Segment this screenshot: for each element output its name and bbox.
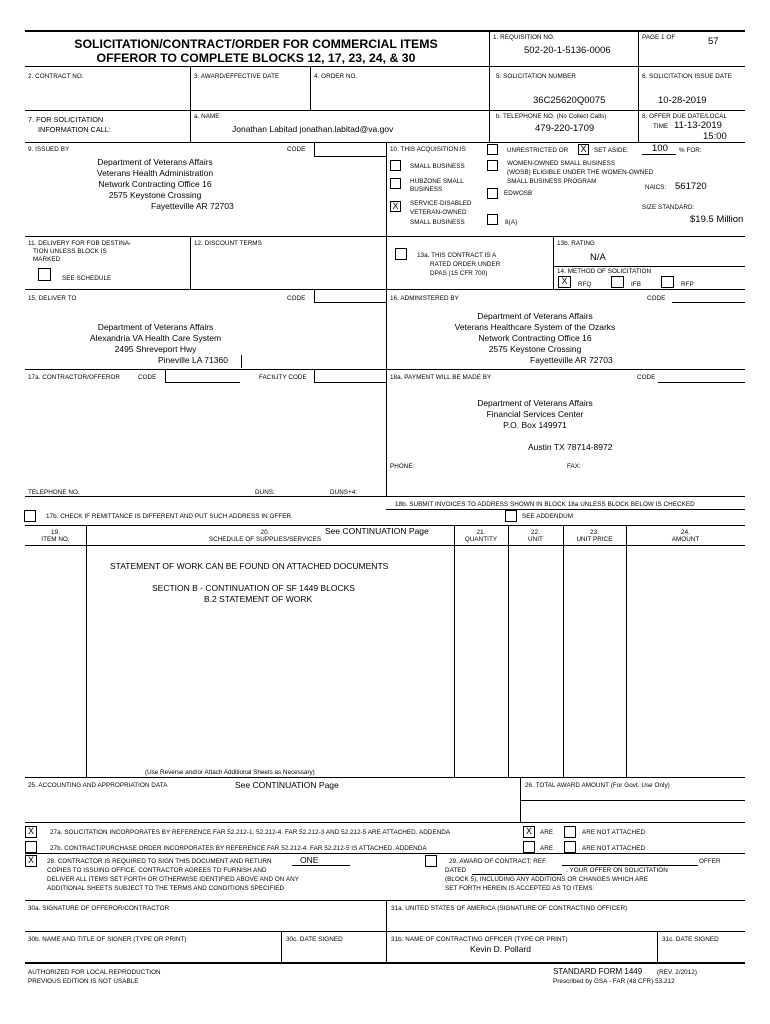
b28-line4: ADDITIONAL SHEETS SUBJECT TO THE TERMS AND CONDITIONS SPECIFIED xyxy=(47,885,285,892)
standard-form-number: STANDARD FORM 1449 xyxy=(553,967,643,976)
b17b-label: 17b. CHECK IF REMITTANCE IS DIFFERENT AND PUT SUCH ADDRESS IN OFFER xyxy=(46,513,292,520)
schedule-see-continuation: See CONTINUATION Page xyxy=(325,526,429,536)
b7b-label: b. TELEPHONE NO. (No Collect Calls) xyxy=(496,113,607,120)
b13a-label-3: DPAS (15 CFR 700) xyxy=(430,270,488,277)
payment-line: P.O. Box 149971 xyxy=(503,420,567,430)
b2-label: 2. CONTRACT NO. xyxy=(28,73,84,80)
b18a-code-label: CODE xyxy=(637,374,656,381)
b28-line2: COPIES TO ISSUING OFFICE. CONTRACTOR AGREES TO FURNISH AND xyxy=(47,867,267,874)
ifb-label: IFB xyxy=(631,281,641,288)
b17a-code-label: CODE xyxy=(138,374,157,381)
fax-label: FAX: xyxy=(567,463,581,470)
b30a-label: 30a. SIGNATURE OF OFFEROR/CONTRACTOR xyxy=(28,905,170,912)
administered-by-address xyxy=(410,311,660,355)
col21-label: QUANTITY xyxy=(464,536,498,543)
b28-line3: DELIVER ALL ITEMS SET FORTH OR OTHERWISE IDENTIFIED ABOVE AND ON ANY xyxy=(47,876,299,883)
size-standard-value[interactable]: $19.5 Million xyxy=(690,214,744,225)
b26-label: 26. TOTAL AWARD AMOUNT (For Govt. Use Only) xyxy=(525,782,670,789)
b29-line4: SET FORTH HEREIN IS ACCEPTED AS TO ITEMS: xyxy=(445,885,595,892)
b30b-label: 30b. NAME AND TITLE OF SIGNER (TYPE OR PRINT) xyxy=(28,936,187,943)
administered-by-line: 2575 Keystone Crossing xyxy=(488,344,582,354)
edwosb-checkbox[interactable] xyxy=(487,188,498,199)
issued-by-city: Fayetteville AR 72703 xyxy=(151,201,234,211)
ifb-checkbox[interactable] xyxy=(611,276,624,288)
pct-for-label: % FOR: xyxy=(679,147,702,154)
col22-num: 22. xyxy=(531,529,540,536)
col19-label: ITEM NO. xyxy=(41,536,70,543)
col23-num: 23. xyxy=(590,529,599,536)
page-total: 57 xyxy=(708,36,719,47)
27b-are-checkbox[interactable] xyxy=(523,841,535,853)
see-addendum-checkbox[interactable] xyxy=(505,510,517,522)
col22-label: UNIT xyxy=(528,536,543,543)
see-schedule-checkbox[interactable] xyxy=(38,268,51,281)
rating-value[interactable]: N/A xyxy=(590,252,606,263)
b6-label: 6. SOLICITATION ISSUE DATE xyxy=(642,73,732,80)
27b-are-label: ARE xyxy=(540,845,554,852)
duns4-label: DUNS+4: xyxy=(330,489,358,496)
set-aside-checkbox[interactable]: X xyxy=(578,144,589,155)
b8-time-label: TIME xyxy=(653,123,669,130)
hubzone-checkbox[interactable] xyxy=(390,178,401,189)
deliver-to-line: 2495 Shreveport Hwy xyxy=(114,344,197,354)
27a-checkbox[interactable]: X xyxy=(25,826,37,838)
form-revision: (REV. 2/2012) xyxy=(657,969,697,976)
b16-code-label: CODE xyxy=(647,295,666,302)
27a-are-not-checkbox[interactable] xyxy=(564,826,576,838)
administered-by-line: Network Contracting Office 16 xyxy=(478,333,592,343)
b15-code-label: CODE xyxy=(287,295,306,302)
b29-offer: OFFER xyxy=(699,858,721,865)
small-business-checkbox[interactable] xyxy=(390,160,401,171)
col20-label: SCHEDULE OF SUPPLIES/SERVICES xyxy=(208,536,322,543)
issued-by-line: Veterans Health Administration xyxy=(96,168,214,178)
27a-are-label: ARE xyxy=(540,829,554,836)
accounting-data-value: See CONTINUATION Page xyxy=(235,780,339,790)
b14-label: 14. METHOD OF SOLICITATION xyxy=(557,268,652,275)
b28-line1: 28. CONTRACTOR IS REQUIRED TO SIGN THIS DOCUMENT AND RETURN xyxy=(47,858,272,865)
deliver-to-line: Department of Veterans Affairs xyxy=(97,322,214,332)
offer-due-date[interactable]: 11-13-2019 xyxy=(674,120,722,131)
unrestricted-label: UNRESTRICTED OR xyxy=(507,147,569,154)
hubzone-label-1: HUBZONE SMALL xyxy=(410,178,464,185)
col23-label: UNIT PRICE xyxy=(576,536,613,543)
naics-label: NAICS: xyxy=(645,184,667,191)
b11-label-2: TION UNLESS BLOCK IS xyxy=(33,248,107,255)
b29-line1: 29. AWARD OF CONTRACT: REF. xyxy=(449,858,548,865)
contact-name-email[interactable]: Jonathan Labitad jonathan.labitad@va.gov xyxy=(232,124,394,134)
b4-label: 4. ORDER NO. xyxy=(314,73,358,80)
col21-num: 21. xyxy=(476,529,486,536)
sdvosb-label-1: SERVICE-DISABLED xyxy=(410,200,472,207)
rfq-label: RFQ xyxy=(578,281,592,288)
section-b-line2: B.2 STATEMENT OF WORK xyxy=(204,594,313,604)
unrestricted-checkbox[interactable] xyxy=(487,144,498,155)
payment-city: Austin TX 78714-8972 xyxy=(528,442,613,452)
set-aside-percent[interactable]: 100 xyxy=(652,143,668,154)
b13a-label-1: 13a. THIS CONTRACT IS A xyxy=(417,252,497,259)
b27a-text: 27a. SOLICITATION INCORPORATES BY REFERENCE FAR 52.212-1, 52.212-4. FAR 52.212-3 AND 52.212-5 ARE ATTACHED. ADDENDA xyxy=(50,829,451,836)
section-b-line1: SECTION B - CONTINUATION OF SF 1449 BLOCKS xyxy=(152,583,355,593)
sdvosb-label-3: SMALL BUSINESS xyxy=(410,219,465,226)
statement-of-work-line: STATEMENT OF WORK CAN BE FOUND ON ATTACHED DOCUMENTS xyxy=(110,561,389,571)
27a-are-not-label: ARE NOT ATTACHED. xyxy=(582,829,647,836)
b27b-text: 27b. CONTRACT/PURCHASE ORDER INCORPORATES BY REFERENCE FAR 52.212-4. FAR 52.212-5 IS ATTACHED. ADDENDA xyxy=(50,845,427,852)
use-reverse-note: (Use Reverse and/or Attach Additional Sheets as Necessary) xyxy=(145,769,315,776)
29-checkbox[interactable] xyxy=(425,855,437,867)
issued-by-line: Department of Veterans Affairs xyxy=(97,157,213,167)
top-border xyxy=(25,30,745,32)
b9-code-label: CODE xyxy=(287,146,306,153)
b7a-label: a. NAME xyxy=(194,113,220,120)
issued-by-line: Network Contracting Office 16 xyxy=(98,179,212,189)
issued-by-line: 2575 Keystone Crossing xyxy=(108,190,202,200)
b3-label: 3. AWARD/EFFECTIVE DATE xyxy=(194,73,280,80)
col24-num: 24. xyxy=(681,529,690,536)
b17a-label: 17a. CONTRACTOR/OFFEROR xyxy=(28,374,120,381)
rated-order-checkbox[interactable] xyxy=(395,248,407,260)
facility-code-label: FACILITY CODE xyxy=(259,374,307,381)
wosb-label-1: WOMEN-OWNED SMALL BUSINESS xyxy=(507,160,616,167)
b16-label: 16. ADMINISTERED BY xyxy=(390,295,459,302)
payment-line: Financial Services Center xyxy=(486,409,584,419)
28-checkbox[interactable]: X xyxy=(25,855,37,867)
footer-line1: AUTHORIZED FOR LOCAL REPRODUCTION xyxy=(28,969,161,976)
see-schedule-label: SEE SCHEDULE xyxy=(62,275,112,282)
administered-by-city: Fayetteville AR 72703 xyxy=(530,355,613,365)
contact-telephone[interactable]: 479-220-1709 xyxy=(535,123,595,134)
requisition-number[interactable]: 502-20-1-5136-0006 xyxy=(524,45,611,56)
b18b-label: 18b. SUBMIT INVOICES TO ADDRESS SHOWN IN BLOCK 18a UNLESS BLOCK BELOW IS CHECKED xyxy=(395,501,695,508)
b29-dated: DATED xyxy=(445,867,467,874)
b29-line3: (BLOCK 5), INCLUDING ANY ADDITIONS OR CHANGES WHICH ARE xyxy=(445,876,649,883)
b31b-label: 31b. NAME OF CONTRACTING OFFICER (TYPE OR PRINT) xyxy=(391,936,568,943)
footer-line2: PREVIOUS EDITION IS NOT USABLE xyxy=(28,978,139,985)
small-business-label: SMALL BUSINESS xyxy=(410,163,465,170)
rfp-checkbox[interactable] xyxy=(661,276,674,288)
sdvosb-label-2: VETERAN-OWNED xyxy=(410,209,467,216)
payment-address xyxy=(410,398,660,431)
b12-label: 12. DISCOUNT TERMS xyxy=(194,240,262,247)
27a-are-checkbox[interactable]: X xyxy=(523,826,535,838)
8a-checkbox[interactable] xyxy=(487,214,498,225)
8a-label: 8(A) xyxy=(505,219,518,226)
issued-by-address xyxy=(30,157,280,201)
wosb-label-3: SMALL BUSINESS PROGRAM xyxy=(507,178,597,185)
b13b-label: 13b. RATING xyxy=(557,240,595,247)
administered-by-line: Veterans Healthcare System of the Ozarks xyxy=(454,322,616,332)
deliver-to-city: Pineville LA 71360 xyxy=(158,355,228,365)
b11-label-3: MARKED xyxy=(33,256,61,263)
b7-label-2: INFORMATION CALL: xyxy=(38,125,111,134)
b9-label: 9. ISSUED BY xyxy=(28,146,70,153)
b8-label: 8. OFFER DUE DATE/LOCAL xyxy=(642,113,728,120)
rfq-checkbox[interactable]: X xyxy=(558,276,571,288)
27b-are-not-label: ARE NOT ATTACHED xyxy=(582,845,646,852)
b1-label: 1. REQUISITION NO. xyxy=(493,34,555,41)
rfp-label: RFP xyxy=(681,281,694,288)
duns-label: DUNS: xyxy=(255,489,275,496)
administered-by-line: Department of Veterans Affairs xyxy=(477,311,593,321)
b29-line2b: . YOUR OFFER ON SOLICITATION xyxy=(566,867,668,874)
col20-num: 20. xyxy=(260,529,270,536)
offer-due-time[interactable]: 15:00 xyxy=(703,131,727,142)
b30c-label: 30c. DATE SIGNED xyxy=(286,936,343,943)
b5-label: 5. SOLICITATION NUMBER xyxy=(496,73,576,80)
b11-label-1: 11. DELIVERY FOR FOB DESTINA- xyxy=(28,240,132,247)
wosb-checkbox[interactable] xyxy=(487,160,498,171)
form-title-line1: SOLICITATION/CONTRACT/ORDER FOR COMMERCIAL ITEMS xyxy=(74,37,438,51)
hubzone-label-2: BUSINESS xyxy=(410,186,443,193)
b15-label: 15. DELIVER TO xyxy=(28,295,77,302)
b18a-label: 18a. PAYMENT WILL BE MADE BY xyxy=(390,374,492,381)
27b-checkbox[interactable] xyxy=(25,841,37,853)
b25-label: 25. ACCOUNTING AND APPROPRIATION DATA xyxy=(28,782,168,789)
27b-are-not-checkbox[interactable] xyxy=(564,841,576,853)
see-addendum-label: SEE ADDENDUM xyxy=(522,513,573,520)
remittance-different-checkbox[interactable] xyxy=(24,510,36,522)
col19-num: 19. xyxy=(51,529,60,536)
b10-label: 10. THIS ACQUISITION IS xyxy=(390,146,466,153)
deliver-to-line: Alexandria VA Health Care System xyxy=(89,333,222,343)
solicitation-number[interactable]: 36C25620Q0075 xyxy=(533,95,606,106)
b7-label-1: 7. FOR SOLICITATION xyxy=(28,115,104,124)
naics-value[interactable]: 561720 xyxy=(675,181,707,192)
b31a-label: 31a. UNITED STATES OF AMERICA (SIGNATURE OF CONTRACTING OFFICER) xyxy=(391,905,628,912)
telephone-label: TELEPHONE NO. xyxy=(28,489,80,496)
size-standard-label: SIZE STANDARD: xyxy=(642,204,695,211)
edwosb-label: EDWOSB xyxy=(504,190,533,197)
sdvosb-checkbox[interactable]: X xyxy=(390,201,401,212)
b31c-label: 31c. DATE SIGNED xyxy=(662,936,719,943)
solicitation-issue-date[interactable]: 10-28-2019 xyxy=(658,95,707,106)
wosb-label-2: (WOSB) ELIGIBLE UNDER THE WOMEN-OWNED xyxy=(507,169,654,176)
b28-copies[interactable]: ONE xyxy=(300,855,319,865)
phone-label: PHONE: xyxy=(390,463,415,470)
col24-label: AMOUNT xyxy=(671,536,700,543)
contracting-officer-name[interactable]: Kevin D. Pollard xyxy=(470,944,531,954)
prescribed-by: Prescribed by GSA - FAR (48 CFR) 53.212 xyxy=(553,978,675,985)
form-title-line2: OFFEROR TO COMPLETE BLOCKS 12, 17, 23, 24, & 30 xyxy=(96,51,416,65)
deliver-to-address xyxy=(28,322,283,355)
page-label: PAGE 1 OF xyxy=(642,34,676,41)
payment-line: Department of Veterans Affairs xyxy=(477,398,593,408)
set-aside-label: SET ASIDE: xyxy=(594,147,629,154)
b13a-label-2: RATED ORDER UNDER xyxy=(430,261,501,268)
